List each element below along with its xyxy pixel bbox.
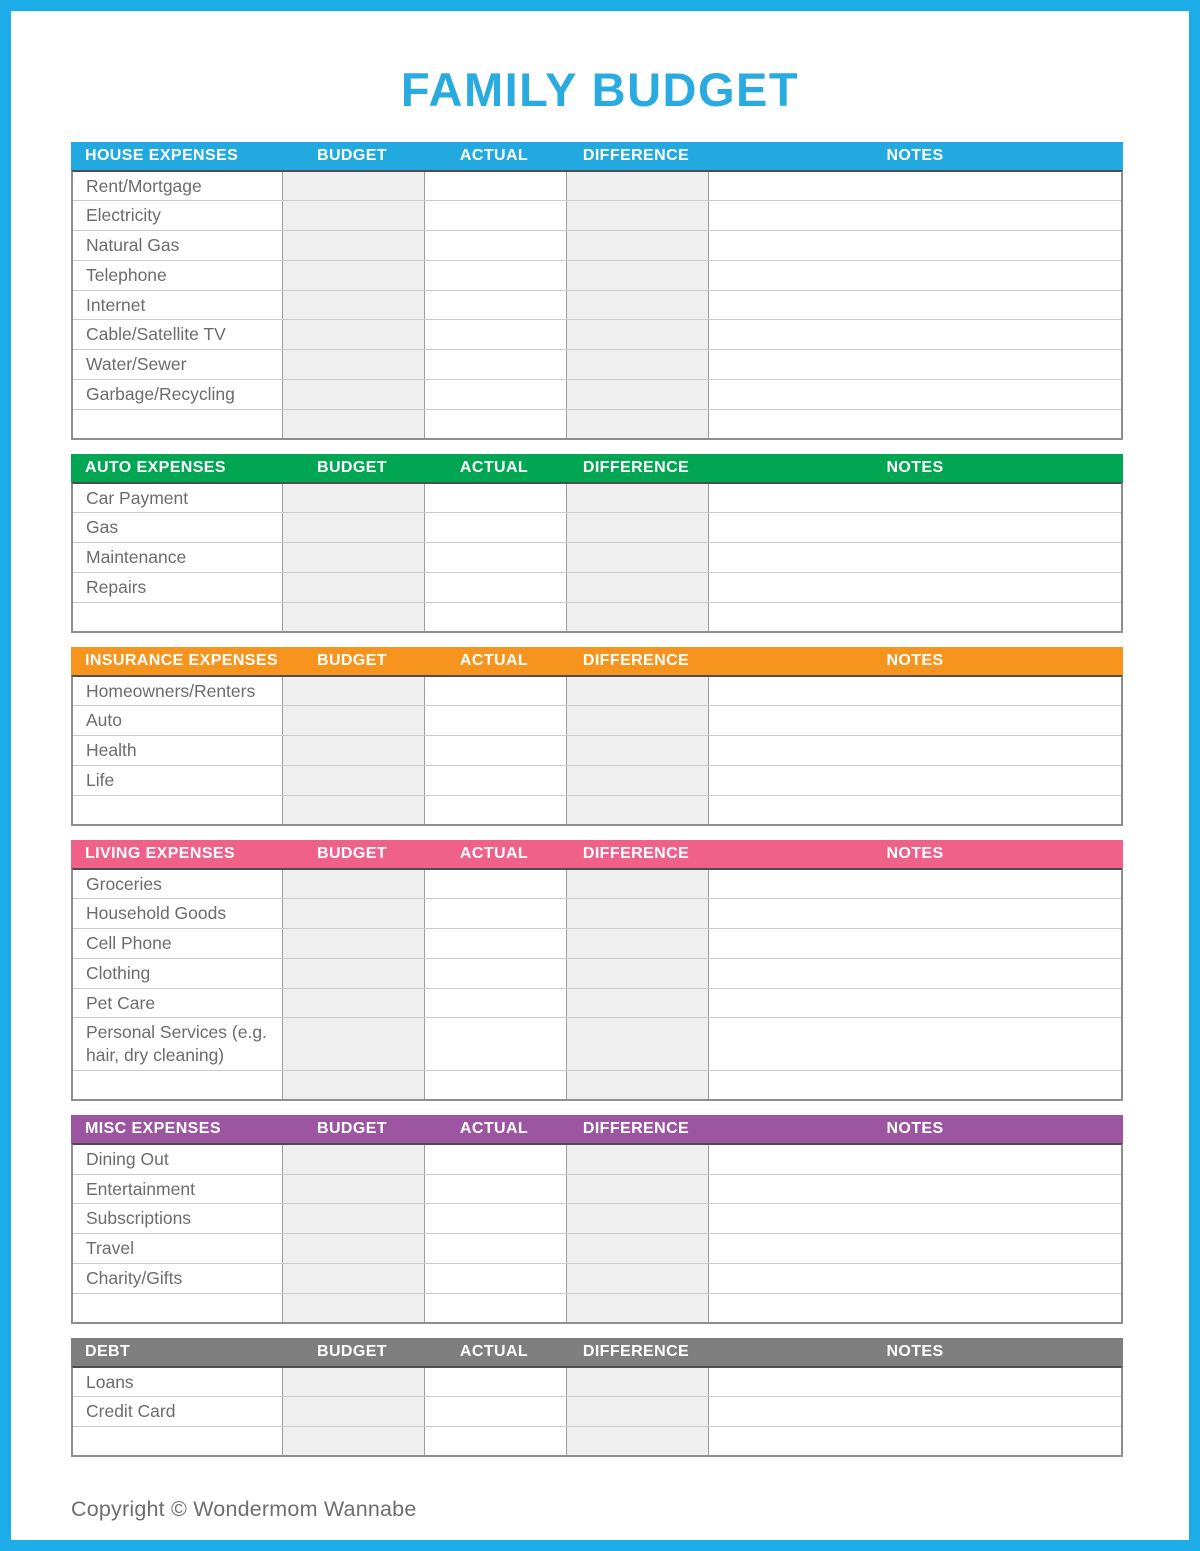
table-row [73,573,1121,603]
actual-cell[interactable] [425,929,567,958]
budget-cell[interactable] [283,261,425,290]
actual-cell[interactable] [425,291,567,320]
actual-cell[interactable] [425,870,567,899]
difference-cell[interactable] [567,677,709,706]
notes-cell[interactable] [709,573,1121,602]
row-label: Electricity [73,201,283,230]
budget-cell[interactable] [283,1368,425,1397]
notes-cell[interactable] [709,543,1121,572]
table-row [73,543,1121,573]
row-label: Charity/Gifts [73,1264,283,1293]
difference-cell[interactable] [567,989,709,1018]
column-header-actual: ACTUAL [459,844,529,862]
budget-cell[interactable] [283,291,425,320]
section-header-bar [71,454,1123,482]
column-header-budget: BUDGET [317,146,387,164]
notes-cell[interactable] [709,380,1121,409]
notes-cell[interactable] [709,1427,1121,1455]
notes-cell[interactable] [709,1071,1121,1099]
row-label: Groceries [73,870,283,899]
table-row [73,796,1121,824]
section-body [71,170,1123,440]
table-row [73,1145,1121,1175]
table-row [73,513,1121,543]
table-row [73,410,1121,438]
budget-cell[interactable] [283,573,425,602]
budget-cell[interactable] [283,1018,425,1070]
row-label [73,1071,283,1099]
row-label: Car Payment [73,484,283,513]
notes-cell[interactable] [709,1204,1121,1233]
row-label: Loans [73,1368,283,1397]
section-body [71,1143,1123,1324]
notes-cell[interactable] [709,513,1121,542]
table-row [73,1294,1121,1322]
difference-cell[interactable] [567,201,709,230]
row-label [73,796,283,824]
budget-cell[interactable] [283,543,425,572]
row-label: Credit Card [73,1397,283,1426]
notes-cell[interactable] [709,989,1121,1018]
budget-cell[interactable] [283,870,425,899]
actual-cell[interactable] [425,796,567,824]
column-header-budget: BUDGET [317,651,387,669]
section-title: HOUSE EXPENSES [85,146,239,164]
difference-cell[interactable] [567,484,709,513]
budget-cell[interactable] [283,603,425,631]
notes-cell[interactable] [709,677,1121,706]
table-row [73,766,1121,796]
budget-cell[interactable] [283,380,425,409]
section-header-bar [71,840,1123,868]
notes-cell[interactable] [709,1397,1121,1426]
row-label: Rent/Mortgage [73,172,283,201]
row-label: Subscriptions [73,1204,283,1233]
budget-cell[interactable] [283,736,425,765]
actual-cell[interactable] [425,513,567,542]
row-label: Telephone [73,261,283,290]
section-title: AUTO EXPENSES [85,458,226,476]
budget-cell[interactable] [283,1427,425,1455]
actual-cell[interactable] [425,1264,567,1293]
column-header-notes: NOTES [886,1119,944,1137]
table-row [73,929,1121,959]
notes-cell[interactable] [709,1018,1121,1070]
table-row [73,1018,1121,1071]
difference-cell[interactable] [567,736,709,765]
row-label: Garbage/Recycling [73,380,283,409]
actual-cell[interactable] [425,261,567,290]
notes-cell[interactable] [709,291,1121,320]
budget-cell[interactable] [283,796,425,824]
row-label: Gas [73,513,283,542]
row-label: Homeowners/Renters [73,677,283,706]
row-label: Personal Services (e.g. hair, dry cleaning) [73,1018,283,1070]
table-row [73,736,1121,766]
row-label: Cable/Satellite TV [73,320,283,349]
column-header-actual: ACTUAL [459,1342,529,1360]
column-header-actual: ACTUAL [459,1119,529,1137]
actual-cell[interactable] [425,736,567,765]
actual-cell[interactable] [425,484,567,513]
actual-cell[interactable] [425,1204,567,1233]
actual-cell[interactable] [425,1234,567,1263]
row-label [73,603,283,631]
difference-cell[interactable] [567,870,709,899]
expense-section [71,647,1123,826]
notes-cell[interactable] [709,410,1121,438]
difference-cell[interactable] [567,1175,709,1204]
table-row [73,172,1121,202]
table-row [73,1427,1121,1455]
row-label: Health [73,736,283,765]
row-label: Repairs [73,573,283,602]
section-body [71,1366,1123,1458]
row-label: Auto [73,706,283,735]
difference-cell[interactable] [567,706,709,735]
notes-cell[interactable] [709,231,1121,260]
actual-cell[interactable] [425,380,567,409]
table-row [73,1175,1121,1205]
table-row [73,899,1121,929]
budget-cell[interactable] [283,1294,425,1322]
budget-cell[interactable] [283,1234,425,1263]
actual-cell[interactable] [425,677,567,706]
table-row [73,1368,1121,1398]
notes-cell[interactable] [709,1264,1121,1293]
difference-cell[interactable] [567,380,709,409]
actual-cell[interactable] [425,1018,567,1070]
difference-cell[interactable] [567,261,709,290]
row-label: Dining Out [73,1145,283,1174]
column-header-notes: NOTES [886,844,944,862]
table-row [73,1234,1121,1264]
expense-section [71,454,1123,633]
column-header-notes: NOTES [886,1342,944,1360]
table-row [73,350,1121,380]
difference-cell[interactable] [567,1234,709,1263]
notes-cell[interactable] [709,350,1121,379]
column-header-difference: DIFFERENCE [582,844,690,862]
budget-cell[interactable] [283,320,425,349]
actual-cell[interactable] [425,573,567,602]
row-label: Internet [73,291,283,320]
budget-cell[interactable] [283,172,425,201]
difference-cell[interactable] [567,231,709,260]
column-header-notes: NOTES [886,651,944,669]
budget-cell[interactable] [283,1204,425,1233]
difference-cell[interactable] [567,320,709,349]
difference-cell[interactable] [567,899,709,928]
actual-cell[interactable] [425,1175,567,1204]
difference-cell[interactable] [567,513,709,542]
notes-cell[interactable] [709,736,1121,765]
section-title: INSURANCE EXPENSES [85,651,279,669]
budget-cell[interactable] [283,959,425,988]
difference-cell[interactable] [567,796,709,824]
difference-cell[interactable] [567,1397,709,1426]
row-label [73,1427,283,1455]
budget-cell[interactable] [283,677,425,706]
difference-cell[interactable] [567,959,709,988]
notes-cell[interactable] [709,1175,1121,1204]
notes-cell[interactable] [709,320,1121,349]
row-label: Pet Care [73,989,283,1018]
budget-cell[interactable] [283,899,425,928]
difference-cell[interactable] [567,1071,709,1099]
section-body [71,482,1123,633]
actual-cell[interactable] [425,201,567,230]
actual-cell[interactable] [425,350,567,379]
column-header-notes: NOTES [886,458,944,476]
table-row [73,1397,1121,1427]
difference-cell[interactable] [567,350,709,379]
difference-cell[interactable] [567,1145,709,1174]
actual-cell[interactable] [425,543,567,572]
table-row [73,1264,1121,1294]
difference-cell[interactable] [567,1018,709,1070]
table-row [73,989,1121,1019]
section-header-bar [71,1115,1123,1143]
difference-cell[interactable] [567,766,709,795]
section-body [71,868,1123,1101]
column-header-difference: DIFFERENCE [582,458,690,476]
section-header-bar [71,142,1123,170]
difference-cell[interactable] [567,1427,709,1455]
notes-cell[interactable] [709,1234,1121,1263]
column-header-budget: BUDGET [317,1119,387,1137]
expense-section [71,840,1123,1101]
budget-cell[interactable] [283,1175,425,1204]
column-header-budget: BUDGET [317,458,387,476]
notes-cell[interactable] [709,603,1121,631]
table-row [73,706,1121,736]
column-header-actual: ACTUAL [459,651,529,669]
actual-cell[interactable] [425,172,567,201]
expense-section [71,1338,1123,1458]
table-row [73,1204,1121,1234]
column-header-budget: BUDGET [317,844,387,862]
notes-cell[interactable] [709,796,1121,824]
difference-cell[interactable] [567,1204,709,1233]
section-title: DEBT [85,1342,131,1360]
row-label: Maintenance [73,543,283,572]
expense-section [71,1115,1123,1324]
budget-cell[interactable] [283,201,425,230]
copyright-footer: Copyright © Wondermom Wannabe [71,1497,417,1522]
table-row [73,603,1121,631]
actual-cell[interactable] [425,1294,567,1322]
budget-cell[interactable] [283,766,425,795]
row-label [73,410,283,438]
difference-cell[interactable] [567,172,709,201]
column-header-difference: DIFFERENCE [582,146,690,164]
budget-cell[interactable] [283,1145,425,1174]
budget-sheet [71,142,1123,1458]
actual-cell[interactable] [425,959,567,988]
column-header-difference: DIFFERENCE [582,1342,690,1360]
notes-cell[interactable] [709,1145,1121,1174]
notes-cell[interactable] [709,1368,1121,1397]
actual-cell[interactable] [425,766,567,795]
budget-cell[interactable] [283,989,425,1018]
notes-cell[interactable] [709,766,1121,795]
difference-cell[interactable] [567,573,709,602]
section-title: MISC EXPENSES [85,1119,221,1137]
budget-cell[interactable] [283,929,425,958]
actual-cell[interactable] [425,989,567,1018]
table-row [73,291,1121,321]
difference-cell[interactable] [567,1264,709,1293]
table-row [73,231,1121,261]
actual-cell[interactable] [425,1397,567,1426]
table-row [73,1071,1121,1099]
budget-cell[interactable] [283,350,425,379]
actual-cell[interactable] [425,706,567,735]
budget-cell[interactable] [283,1071,425,1099]
table-row [73,320,1121,350]
row-label: Entertainment [73,1175,283,1204]
budget-cell[interactable] [283,231,425,260]
actual-cell[interactable] [425,320,567,349]
difference-cell[interactable] [567,291,709,320]
page-title: FAMILY BUDGET [400,63,800,116]
notes-cell[interactable] [709,899,1121,928]
actual-cell[interactable] [425,899,567,928]
column-header-budget: BUDGET [317,1342,387,1360]
budget-cell[interactable] [283,410,425,438]
section-body [71,675,1123,826]
actual-cell[interactable] [425,231,567,260]
section-header-bar [71,1338,1123,1366]
notes-cell[interactable] [709,870,1121,899]
difference-cell[interactable] [567,1368,709,1397]
column-header-difference: DIFFERENCE [582,651,690,669]
notes-cell[interactable] [709,484,1121,513]
actual-cell[interactable] [425,1145,567,1174]
notes-cell[interactable] [709,261,1121,290]
row-label: Household Goods [73,899,283,928]
column-header-actual: ACTUAL [459,458,529,476]
actual-cell[interactable] [425,603,567,631]
expense-section [71,142,1123,440]
row-label: Natural Gas [73,231,283,260]
difference-cell[interactable] [567,1294,709,1322]
table-row [73,261,1121,291]
row-label: Cell Phone [73,929,283,958]
table-row [73,380,1121,410]
row-label [73,1294,283,1322]
budget-cell[interactable] [283,1264,425,1293]
actual-cell[interactable] [425,410,567,438]
notes-cell[interactable] [709,959,1121,988]
table-row [73,870,1121,900]
budget-cell[interactable] [283,484,425,513]
actual-cell[interactable] [425,1071,567,1099]
actual-cell[interactable] [425,1368,567,1397]
table-row [73,959,1121,989]
section-title: LIVING EXPENSES [85,844,236,862]
row-label: Life [73,766,283,795]
column-header-difference: DIFFERENCE [582,1119,690,1137]
notes-cell[interactable] [709,172,1121,201]
table-row [73,484,1121,514]
budget-cell[interactable] [283,706,425,735]
actual-cell[interactable] [425,1427,567,1455]
notes-cell[interactable] [709,1294,1121,1322]
difference-cell[interactable] [567,603,709,631]
difference-cell[interactable] [567,410,709,438]
column-header-notes: NOTES [886,146,944,164]
row-label: Travel [73,1234,283,1263]
notes-cell[interactable] [709,201,1121,230]
column-header-actual: ACTUAL [459,146,529,164]
budget-cell[interactable] [283,513,425,542]
difference-cell[interactable] [567,929,709,958]
table-row [73,677,1121,707]
notes-cell[interactable] [709,929,1121,958]
section-header-bar [71,647,1123,675]
row-label: Water/Sewer [73,350,283,379]
row-label: Clothing [73,959,283,988]
table-row [73,201,1121,231]
notes-cell[interactable] [709,706,1121,735]
difference-cell[interactable] [567,543,709,572]
budget-cell[interactable] [283,1397,425,1426]
